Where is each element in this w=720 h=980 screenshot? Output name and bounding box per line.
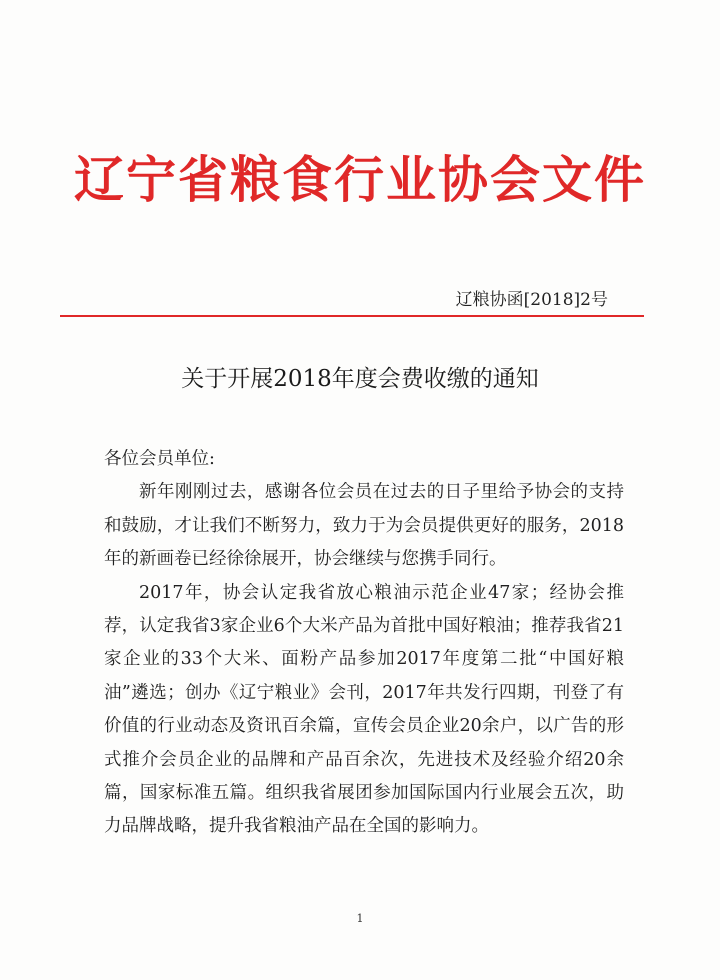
page-number: 1 xyxy=(356,912,364,925)
red-divider-line xyxy=(60,315,644,317)
body-text xyxy=(104,443,624,844)
organization-header-title: 辽宁省粮食行业协会文件 xyxy=(74,150,646,209)
salutation: 各位会员单位: xyxy=(104,449,215,469)
paragraph-2: 2017年，协会认定我省放心粮油示范企业47家；经协会推荐，认定我省3家企业6个大米产品为首批中国好粮油；推荐我省21家企业的33个大米、面粉产品参加2017年度第二批“中国好粮油”遴选；创办《辽宁粮业》会刊，2017年共发行四期，刊登了有价值的行业动态及资讯百余篇，宣传会员企业20余户，以广告的形式推介会员企业的品牌和产品百余次，先进技术及经验介绍20余篇，国家标准五篇。组织我省展团参加国际国内行业展会五次，助力品牌战略，提升我省粮油产品在全国的影响力。 xyxy=(104,582,624,837)
notice-title: 关于开展2018年度会费收缴的通知 xyxy=(181,366,539,392)
document-number: 辽粮协函[2018]2号 xyxy=(455,290,608,310)
paragraph-1: 新年刚刚过去，感谢各位会员在过去的日子里给予协会的支持和鼓励，才让我们不断努力，致力于为会员提供更好的服务，2018年的新画卷已经徐徐展开，协会继续与您携手同行。 xyxy=(104,482,624,570)
